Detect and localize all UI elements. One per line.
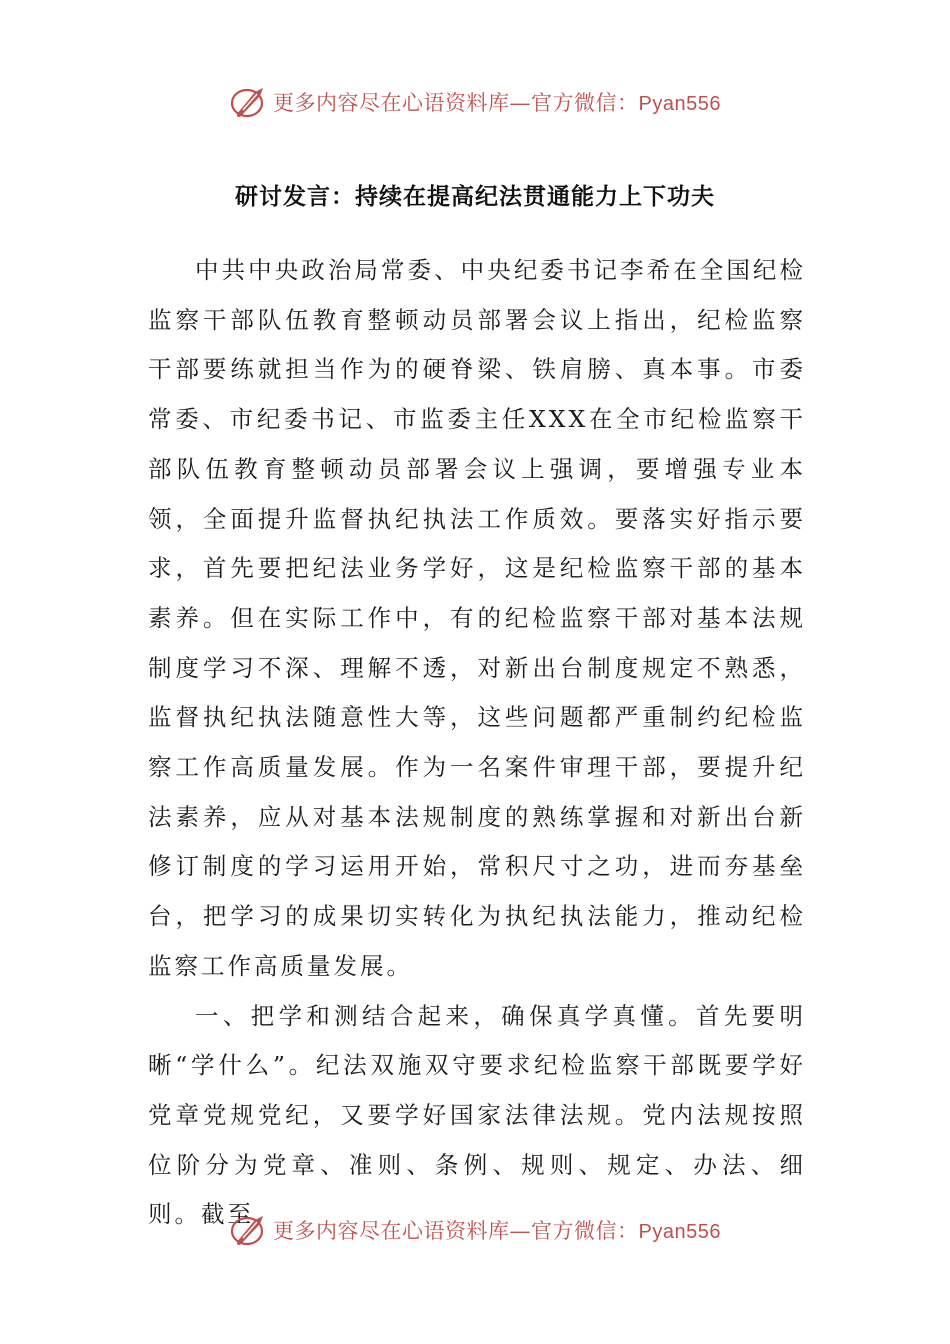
paragraph-intro: 中共中央政治局常委、中央纪委书记李希在全国纪检监察干部队伍教育整顿动员部署会议上指出，纪检监察干部要练就担当作为的硬脊梁、铁肩膀、真本事。市委常委、市纪委书记、市监委主任XXX在全市纪检监察干部队伍教育整顿动员部署会议上强调，要增强专业本领，全面提升监督执纪执法工作质效。要落实好指示要求，首先要把纪法业务学好，这是纪检监察干部的基本素养。但在实际工作中，有的纪检监察干部对基本法规制度学习不深、理解不透，对新出台制度规定不熟悉，监督执纪执法随意性大等，这些问题都严重制约纪检监察工作高质量发展。作为一名案件审理干部，要提升纪法素养，应从对基本法规制度的熟练掌握和对新出台新修订制度的学习运用开始，常积尺寸之功，进而夯基垒台，把学习的成果切实转化为执纪执法能力，推动纪检监察工作高质量发展。 [148,256,806,980]
wechat-id: Pyan556 [638,93,721,115]
paragraph-section-one: 一、把学和测结合起来，确保真学真懂。首先要明晰“学什么”。纪法双施双守要求纪检监察干部既要学好党章党规党纪，又要学好国家法律法规。党内法规按照位阶分为党章、准则、条例、规则、规定、办法、细则。截至 [148,1001,806,1229]
banner-text: 更多内容尽在心语资料库—官方微信：Pyan556 [273,91,721,115]
header-banner [0,82,950,122]
wechat-id: Pyan556 [638,1221,721,1243]
banner-text: 更多内容尽在心语资料库—官方微信：Pyan556 [273,1219,721,1243]
footer-banner [0,1210,950,1250]
pen-nib-logo-icon [229,1212,269,1248]
document-title: 研讨发言：持续在提高纪法贯通能力上下功夫 [235,184,715,210]
document-body [148,246,806,1240]
pen-nib-logo-icon [229,84,269,120]
